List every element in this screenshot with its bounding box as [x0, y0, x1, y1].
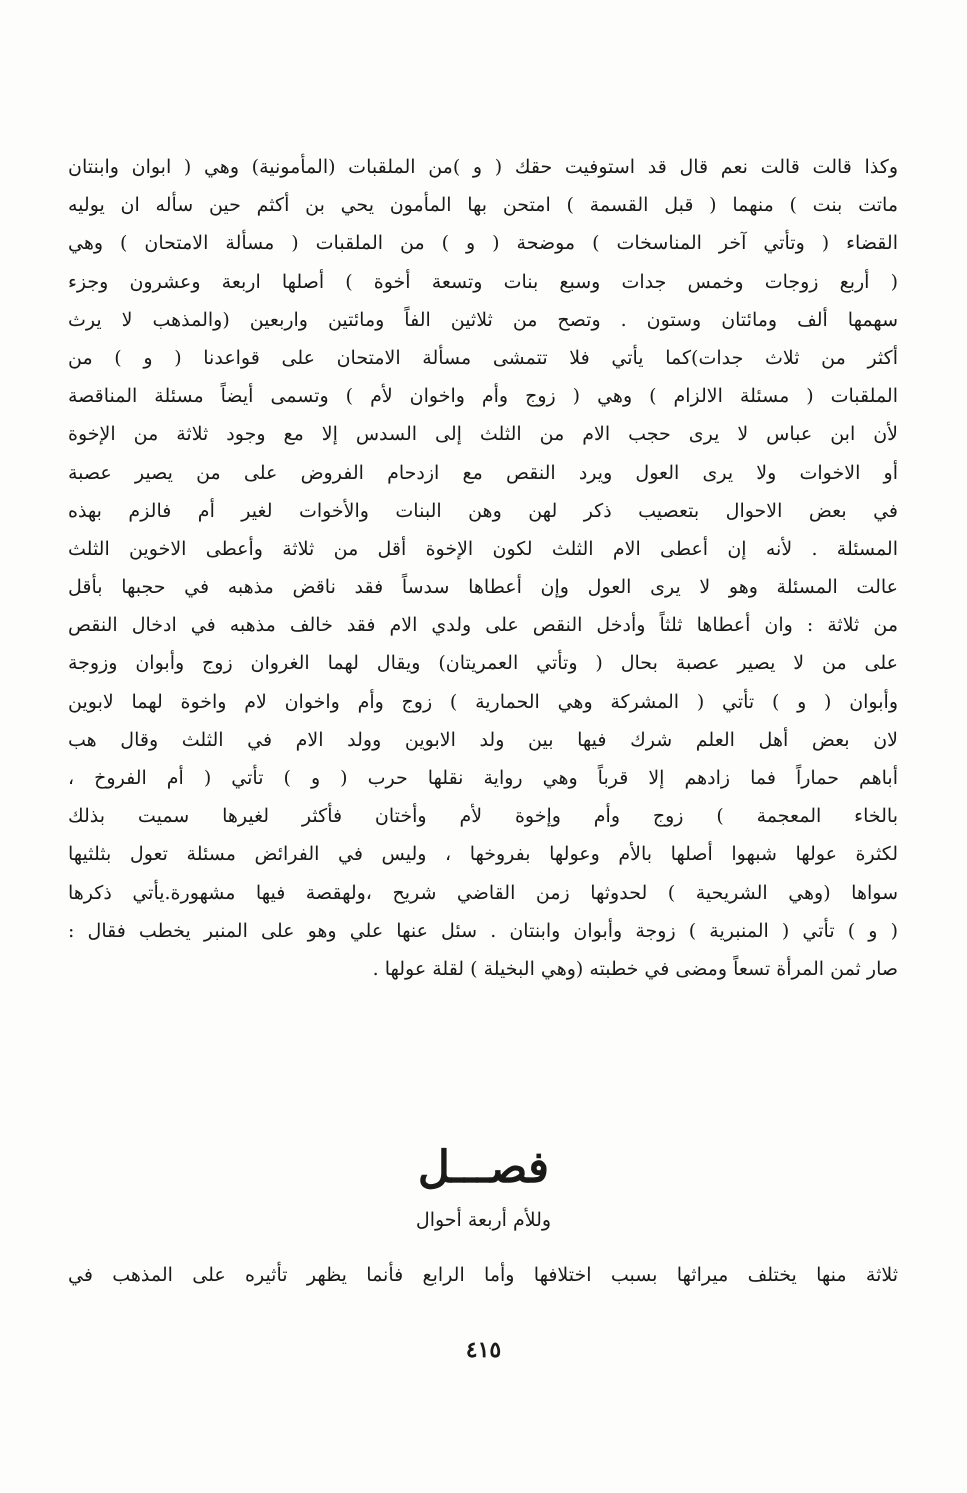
text-line-4: ( أربع زوجات وخمس جدات وسبع بنات وتسعة أخوة ) أصلها اربعة وعشرون وجزء [68, 270, 898, 293]
page-number: ٤١٥ [465, 1337, 502, 1363]
text-line-14: على من لا يصير عصبة بحال ( وتأتي العمريتان) ويقال لهما الغروان زوج وأبوان وزوجة [68, 652, 898, 675]
text-line-11: المسئلة . لأنه إن أعطى الام الثلث لكون الإخوة أقل من ثلاثة وأعطى الاخوين الثلث [68, 537, 898, 560]
text-line-17: أباهم حماراً فما زادهم إلا قرباً وهي رواية نقلها حرب ( و ) تأتي ( أم الفروخ ، [68, 767, 898, 789]
section-subheading: وللأم أربعة أحوال [415, 1209, 552, 1231]
text-line-13: من ثلاثة : وان أعطاها ثلثاً وأدخل النقص على ولدي الام فقد خالف مذهبه في ادخال النقص [68, 614, 898, 637]
section-first-line: ثلاثة منها يختلف ميراثها بسبب اختلافها وأما الرابع فأنما يظهر تأثيره على المذهب في [68, 1264, 898, 1286]
text-line-22: صار ثمن المرأة تسعاً ومضى في خطبته (وهي البخيلة ) لقلة عولها . [372, 957, 898, 980]
text-line-1: وكذا قالت قالت نعم قال قد استوفيت حقك ( و )من الملقبات (المأمونية) وهي ( ابوان وابنتان [68, 156, 898, 178]
text-line-3: القضاء ( وتأتي آخر المناسخات ) موضحة ( و ) من الملقبات ( مسألة الامتحان ) وهي [68, 232, 898, 255]
section-text-block [68, 1256, 898, 1294]
text-line-5: سهمها ألف ومائتان وستون . وتصح من ثلاثين الفاً ومائتين واربعين (والمذهب لا يرث [68, 308, 898, 331]
text-line-10: في بعض الاحوال بتعصيب ذكر لهن وهن البنات والأخوات لغير أم فالزم بهذه [68, 499, 898, 522]
text-line-21: ( و ) تأتي ( المنبرية ) زوجة وأبوان وابنتان . سئل عنها علي وهو على المنبر يخطب فقال : [68, 919, 898, 942]
text-line-12: عالت المسئلة وهو لا يرى العول وإن أعطاها سدساً فقد ناقض مذهبه في حجبها بأقل [68, 576, 898, 599]
text-line-8: لأن ابن عباس لا يرى حجب الام من الثلث إلى السدس إلا مع وجود ثلاثة من الإخوة [68, 423, 898, 446]
text-line-6: أكثر من ثلاث جدات)كما يأتي فلا تتمشى مسألة الامتحان على قواعدنا ( و ) من [68, 346, 898, 369]
text-line-15: وأبوان ( و ) تأتي ( المشركة وهي الحمارية ) زوج وأم واخوان لام واخوة لهما لابوين [68, 690, 898, 713]
text-line-7: الملقبات ( مسئلة الالزام ) وهي ( زوج وأم واخوان لأم ) وتسمى أيضاً مسئلة المناقصة [68, 385, 898, 408]
text-line-19: لكثرة عولها شبهوا أصلها بالأم وعولها بفروخها ، وليس في الفرائض مسئلة تعول بثلثيها [68, 843, 898, 866]
section-heading: فصـــل [417, 1142, 550, 1193]
main-text-block [68, 148, 898, 988]
text-line-18: بالخاء المعجمة ) زوج وأم وإخوة لأم وأختان فأكثر لغيرها سميت بذلك [68, 805, 898, 828]
text-line-9: أو الاخوات ولا يرى العول ويرد النقص مع ازدحام الفروض على من يصير عصبة [68, 461, 898, 484]
text-line-16: لان بعض أهل العلم شرك فيها بين ولد الابوين وولد الام في الثلث وقال هب [68, 728, 898, 751]
text-line-2: ماتت بنت ) منهما ( قبل القسمة ) امتحن بها المأمون يحي بن أكثم حين سأله ان يوليه [68, 194, 898, 217]
text-line-20: سواها (وهي الشريحية ) لحدوثها زمن القاضي شريح ،ولهقصة فيها مشهورة.يأتي ذكرها [68, 881, 898, 904]
